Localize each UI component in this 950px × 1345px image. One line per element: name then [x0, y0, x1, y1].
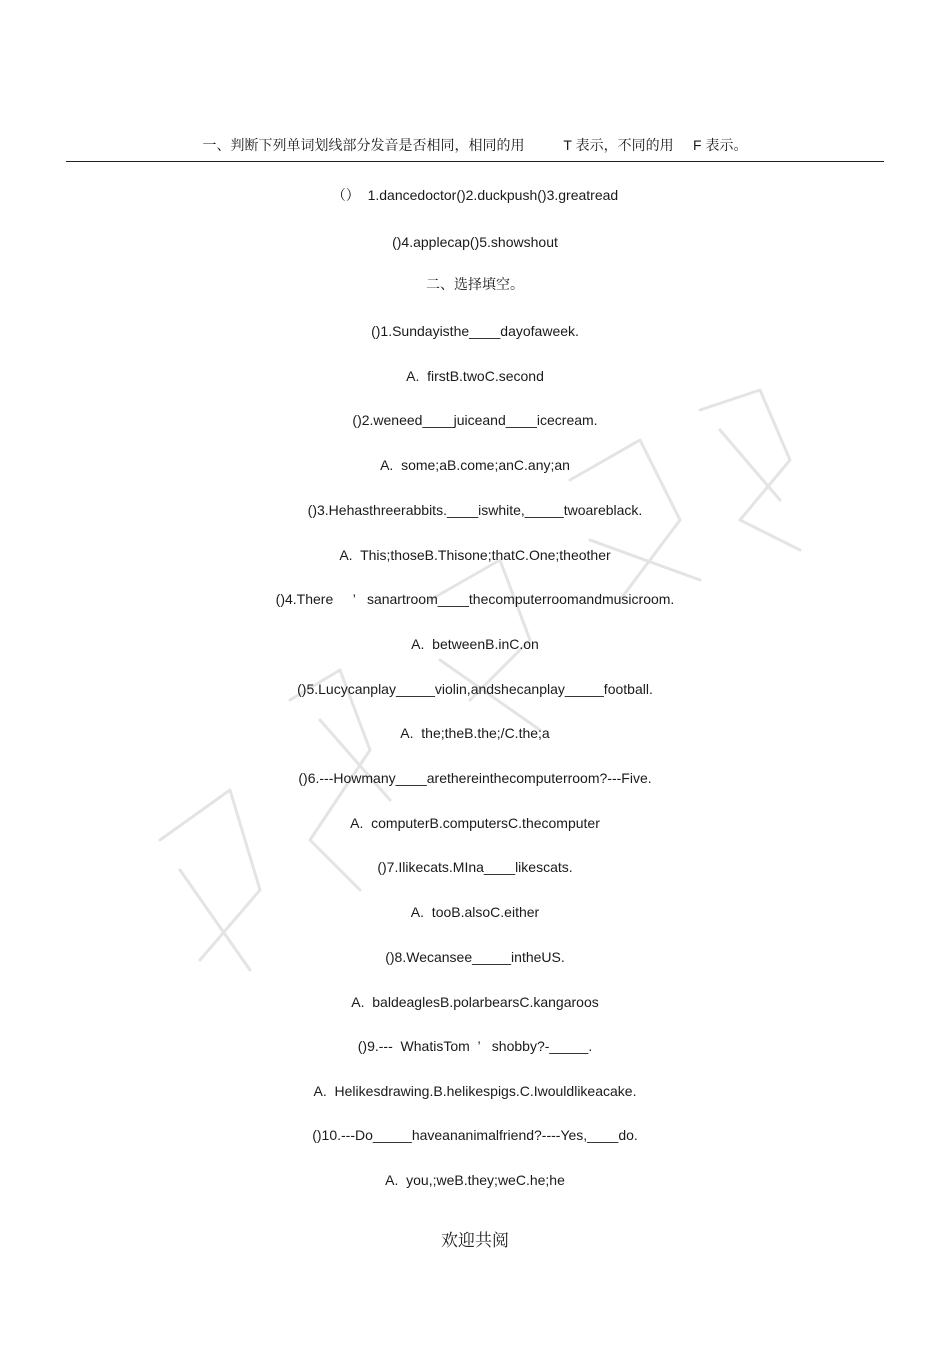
- options-3: A. This;thoseB.Thisone;thatC.One;theother: [339, 547, 611, 563]
- question-6: ()6.---Howmany____arethereinthecomputerroom?---Five.: [298, 770, 652, 786]
- section1-title: 一、判断下列单词划线部分发音是否相同，相同的用 T 表示，不同的用 F 表示。: [202, 137, 748, 153]
- options-6: A. computerB.computersC.thecomputer: [350, 815, 600, 831]
- section1-line-1: （） 1.dancedoctor()2.duckpush()3.greatread: [331, 187, 619, 203]
- section1-line-2: ()4.applecap()5.showshout: [392, 234, 558, 250]
- section2-title: 二、选择填空。: [426, 276, 524, 292]
- options-4: A. betweenB.inC.on: [411, 636, 539, 652]
- question-1: ()1.Sundayisthe____dayofaweek.: [371, 323, 579, 339]
- question-9: ()9.--- WhatisTom ’ shobby?-_____.: [357, 1038, 593, 1054]
- options-1: A. firstB.twoC.second: [406, 368, 544, 384]
- options-10: A. you,;weB.they;weC.he;he: [385, 1172, 565, 1188]
- question-5: ()5.Lucycanplay_____violin,andshecanplay_____football.: [297, 681, 653, 697]
- footer-text: 欢迎共阅: [441, 1231, 509, 1251]
- question-3: ()3.Hehasthreerabbits.____iswhite,_____twoareblack.: [307, 502, 643, 518]
- options-8: A. baldeaglesB.polarbearsC.kangaroos: [351, 994, 599, 1010]
- question-4: ()4.There ’ sanartroom____thecomputerroomandmusicroom.: [275, 591, 675, 607]
- question-8: ()8.Wecansee_____intheUS.: [385, 949, 565, 965]
- question-2: ()2.weneed____juiceand____icecream.: [352, 412, 598, 428]
- options-9: A. Helikesdrawing.B.helikespigs.C.Iwouldlikeacake.: [313, 1083, 637, 1099]
- header-divider: [66, 161, 884, 162]
- options-5: A. the;theB.the;/C.the;a: [400, 725, 550, 741]
- options-2: A. some;aB.come;anC.any;an: [380, 457, 570, 473]
- question-10: ()10.---Do_____haveananimalfriend?----Yes,____do.: [312, 1127, 638, 1143]
- options-7: A. tooB.alsoC.either: [410, 904, 540, 920]
- question-7: ()7.Ilikecats.MIna____likescats.: [377, 859, 573, 875]
